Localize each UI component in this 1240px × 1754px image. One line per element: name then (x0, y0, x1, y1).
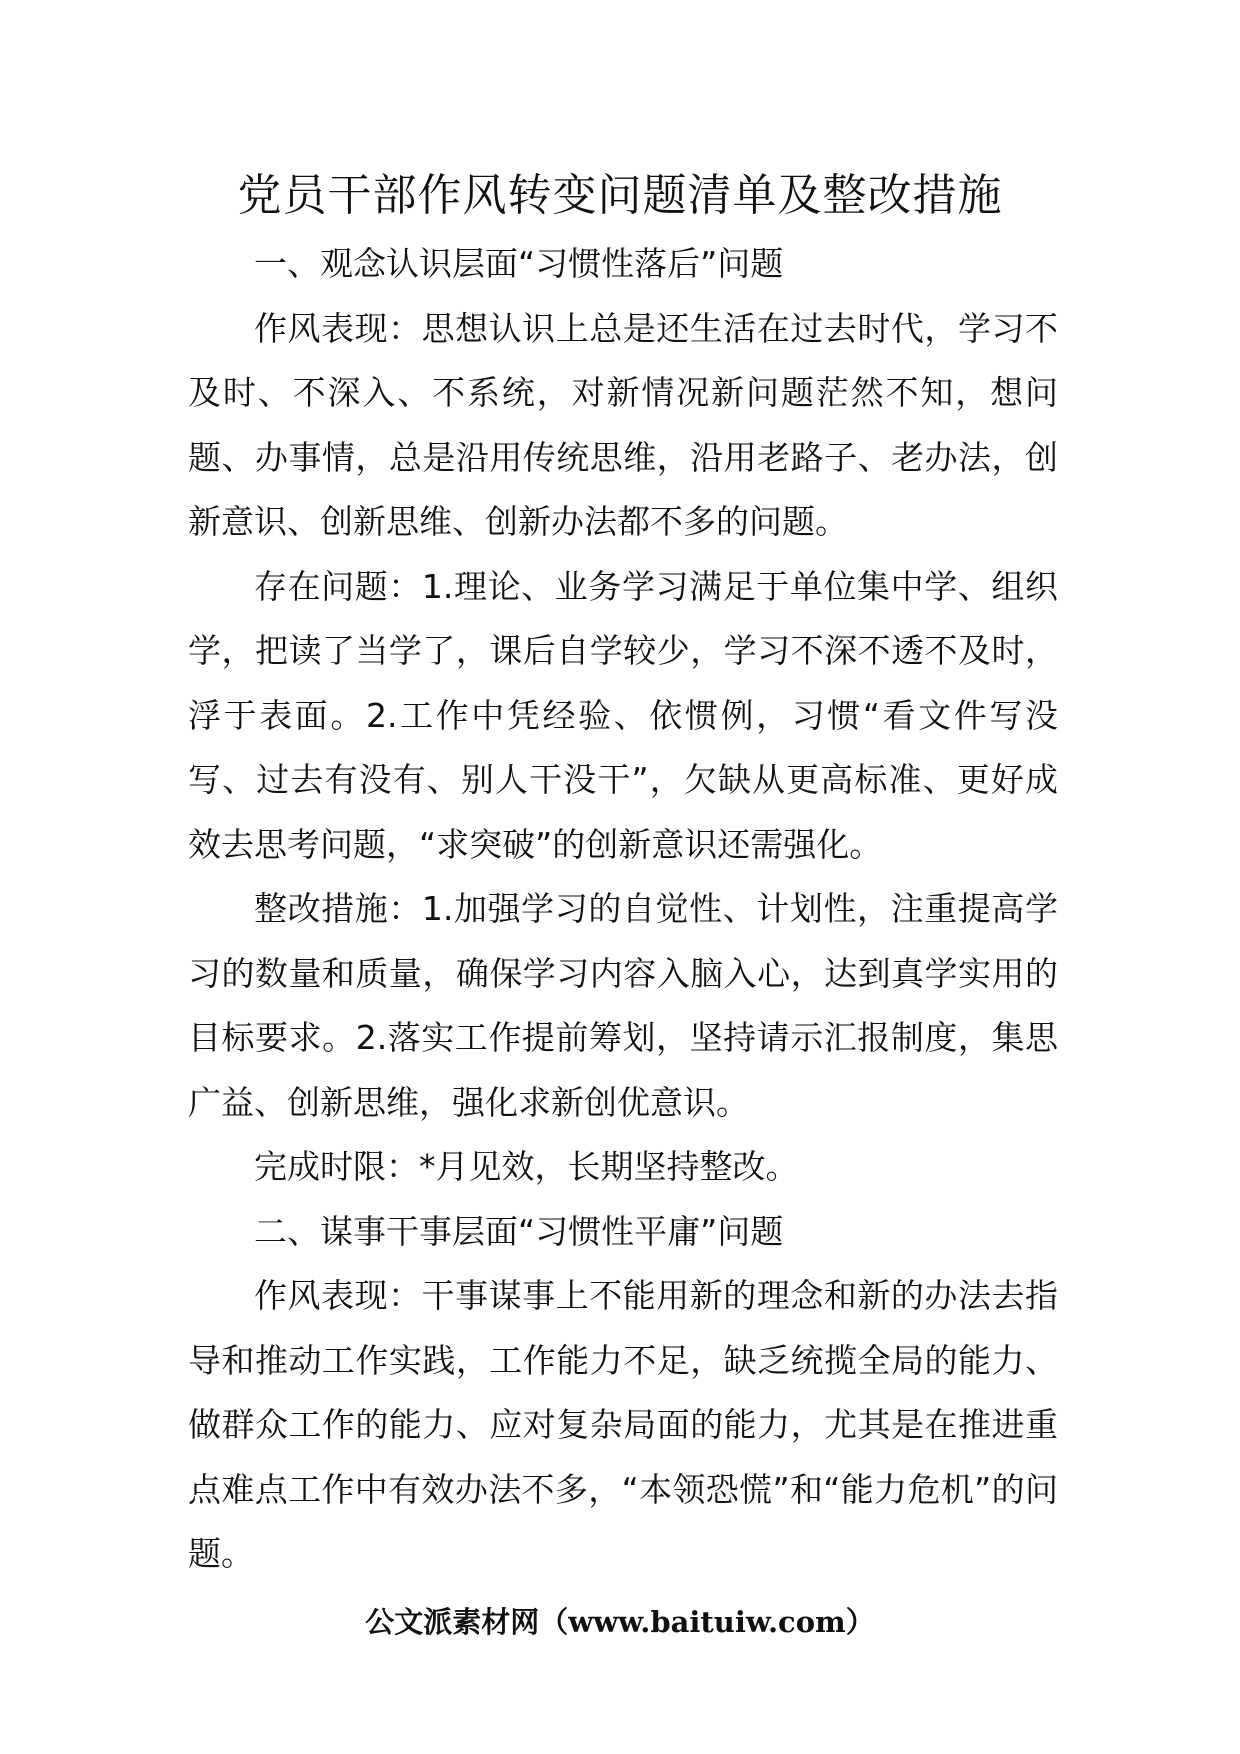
document-body (188, 232, 1058, 1587)
paragraph-style-performance-2: 作风表现：干事谋事上不能用新的理念和新的办法去指导和推动工作实践，工作能力不足，缺乏统揽全局的能力、做群众工作的能力、应对复杂局面的能力，尤其是在推进重点难点工作中有效办法不多，“本领恐慌”和“能力危机”的问题。 (188, 1276, 1058, 1573)
paragraph-style-performance-1: 作风表现：思想认识上总是还生活在过去时代，学习不及时、不深入、不系统，对新情况新问题茫然不知，想问题、办事情，总是沿用传统思维，沿用老路子、老办法，创新意识、创新思维、创新办法都不多的问题。 (188, 308, 1058, 541)
document-title: 党员干部作风转变问题清单及整改措施 (237, 170, 1003, 221)
section-heading-1: 一、观念认识层面“习惯性落后”问题 (254, 244, 784, 283)
paragraph-existing-problems-1: 存在问题：1.理论、业务学习满足于单位集中学、组织学，把读了当学了，课后自学较少，学习不深不透不及时，浮于表面。2.工作中凭经验、依惯例，习惯“看文件写没写、过去有没有、别人干没干”，欠缺从更高标准、更好成效去思考问题，“求突破”的创新意识还需强化。 (188, 566, 1058, 864)
section-heading-2: 二、谋事干事层面“习惯性平庸”问题 (254, 1211, 784, 1251)
paragraph-rectification-measures-1: 整改措施：1.加强学习的自觉性、计划性，注重提高学习的数量和质量，确保学习内容入脑入心，达到真学实用的目标要求。2.落实工作提前筹划，坚持请示汇报制度，集思广益、创新思维，强化求新创优意识。 (188, 889, 1058, 1122)
paragraph-completion-deadline-1: 完成时限：*月见效，长期坚持整改。 (254, 1147, 799, 1186)
footer-watermark: 公文派素材网（www.baituiw.com） (365, 1605, 875, 1639)
